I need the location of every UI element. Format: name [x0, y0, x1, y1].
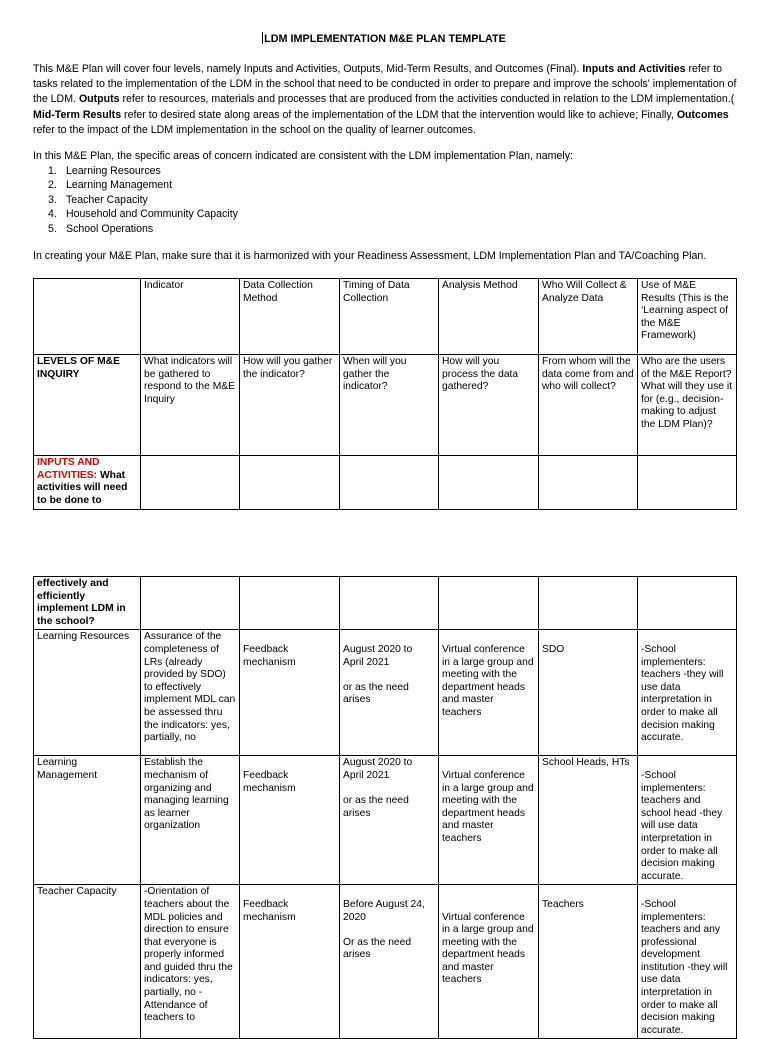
table-header-row [34, 279, 737, 355]
table-cell: Learning Resources [34, 630, 141, 756]
table-cell: INPUTS AND ACTIVITIES: What activities will need to be done to [34, 456, 141, 510]
table-row [34, 456, 737, 510]
table-cell: What indicators will be gathered to respond to the M&E Inquiry [141, 355, 240, 456]
table-cell: Virtual conference in a large group and meeting with the department heads and master teachers [439, 885, 539, 1039]
table-cell [539, 577, 638, 630]
intro-paragraph: This M&E Plan will cover four levels, namely Inputs and Activities, Outputs, Mid-Term Results, and Outcomes (Final). Inputs and Activities refer to tasks related to the implementation of the LDM in the school that need to be conducted in order to prepare and improve the schools' implementation of the LDM. Outputs refer to resources, materials and processes that are produced from the activities conducted in relation to the LDM implementation.( Mid-Term Results refer to desired state along areas of the implementation of the LDM that the intervention would like to achieve; Finally, Outcomes refer to the impact of the LDM implementation in the school on the quality of learner outcomes. [33, 63, 737, 136]
table-cell: Analysis Method [439, 279, 539, 355]
table-cell: Teachers [539, 885, 638, 1039]
list-item: 3. Teacher Capacity [48, 193, 148, 206]
text-cursor [262, 32, 263, 44]
table-cell: August 2020 to April 2021 or as the need arises [340, 756, 439, 885]
table-cell [439, 456, 539, 510]
harmonize-paragraph: In creating your M&E Plan, make sure that it is harmonized with your Readiness Assessment, LDM Implementation Plan and TA/Coaching Plan. [33, 250, 707, 262]
table-cell: Timing of Data Collection [340, 279, 439, 355]
table-cell: Assurance of the completeness of LRs (already provided by SDO) to effectively implement MDL can be assessed thru the indicators: yes, partially, no [141, 630, 240, 756]
table-cell: -School implementers: teachers -they will use data interpretation in order to make all decision making accurate. [638, 630, 737, 756]
table-cell [638, 577, 737, 630]
table-cell: Who Will Collect & Analyze Data [539, 279, 638, 355]
table-cell: effectively and efficiently implement LDM in the school? [34, 577, 141, 630]
table-row [34, 630, 737, 756]
table-cell: How will you gather the indicator? [240, 355, 340, 456]
table-cell [240, 577, 340, 630]
concern-intro: In this M&E Plan, the specific areas of concern indicated are consistent with the LDM implementation Plan, namely: [33, 150, 573, 162]
table-row [34, 885, 737, 1039]
table-cell [141, 577, 240, 630]
table-cell: -School implementers: teachers and any professional development institution -they will use data interpretation in order to make all decision making accurate. [638, 885, 737, 1039]
table-cell: When will you gather the indicator? [340, 355, 439, 456]
table-cell: Learning Management [34, 756, 141, 885]
table-cell: Before August 24, 2020 Or as the need arises [340, 885, 439, 1039]
table-cell: Feedback mechanism [240, 630, 340, 756]
table-cell: School Heads, HTs [539, 756, 638, 885]
document-title [0, 32, 768, 45]
table-cell: Feedback mechanism [240, 756, 340, 885]
table-cell: Data Collection Method [240, 279, 340, 355]
table-cell [439, 577, 539, 630]
table-cell: Feedback mechanism [240, 885, 340, 1039]
table-cell: Who are the users of the M&E Report? What will they use it for (e.g., decision-making to adjust the LDM Plan)? [638, 355, 737, 456]
table-cell: Virtual conference in a large group and meeting with the department heads and master teachers [439, 630, 539, 756]
list-item: 5. School Operations [48, 222, 154, 235]
table-cell [340, 577, 439, 630]
me-plan-table-header [33, 278, 737, 510]
table-row [34, 355, 737, 456]
table-cell: From whom will the data come from and who will collect? [539, 355, 638, 456]
table-cell: -School implementers: teachers and school head -they will use data interpretation in order to make all decision making accurate. [638, 756, 737, 885]
areas-list [48, 164, 238, 236]
document-title-text: LDM IMPLEMENTATION M&E PLAN TEMPLATE [264, 33, 506, 45]
table-row [34, 756, 737, 885]
table-cell: Establish the mechanism of organizing and managing learning as learner organization [141, 756, 240, 885]
table-cell: Virtual conference in a large group and meeting with the department heads and master teachers [439, 756, 539, 885]
me-plan-table-body [33, 576, 737, 1039]
table-cell: LEVELS OF M&E INQUIRY [34, 355, 141, 456]
table-cell [638, 456, 737, 510]
table-cell: Use of M&E Results (This is the ‘Learning aspect of the M&E Framework) [638, 279, 737, 355]
list-item: 2. Learning Management [48, 179, 173, 192]
table-cell [141, 456, 240, 510]
list-item: 4. Household and Community Capacity [48, 208, 238, 221]
table-cell [240, 456, 340, 510]
table-cell [539, 456, 638, 510]
table-cell: Teacher Capacity [34, 885, 141, 1039]
table-cell [34, 279, 141, 355]
table-cell: SDO [539, 630, 638, 756]
table-cell: -Orientation of teachers about the MDL policies and direction to ensure that everyone is properly informed and guided thru the indicators: yes, partially, no -Attendance of teachers to [141, 885, 240, 1039]
table-row [34, 577, 737, 630]
table-cell: Indicator [141, 279, 240, 355]
table-cell [340, 456, 439, 510]
list-item: 1. Learning Resources [48, 165, 161, 177]
table-cell: August 2020 to April 2021 or as the need arises [340, 630, 439, 756]
table-cell: How will you process the data gathered? [439, 355, 539, 456]
